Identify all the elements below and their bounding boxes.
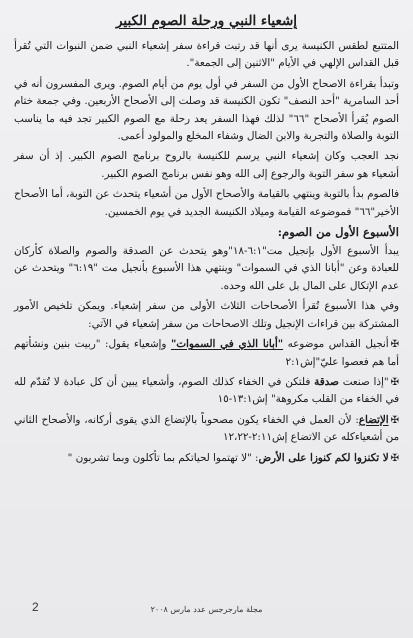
intro-paragraph-1: المتتبع لطقس الكنيسة يرى أنها قد رتبت قراءة سفر إشعياء النبي ضمن النبوات التي تُقرأ قبل القداس الإلهي في الأيام "الاثنين إلى الجمعة". bbox=[14, 40, 399, 70]
bullet-text-post: فلتكن في الخفاء كذلك الصوم، وأشعياء يبين أن كل عبادة لا تُقدّم لله في الخفاء من القلب مكروهة" إش١٣:١-١٥ bbox=[14, 375, 399, 406]
bullet-item-4 bbox=[14, 450, 399, 467]
bullet-emphasis: صدقة bbox=[314, 375, 339, 388]
footer-magazine-title: مجلة مارجرجس عدد مارس ٢٠٠٨ bbox=[150, 605, 263, 614]
bullet-text-post: : "لا تهتموا لحياتكم بما تأكلون وبما تشربون " bbox=[67, 451, 259, 464]
page-title: إشعياء النبي ورحلة الصوم الكبير bbox=[115, 13, 298, 29]
bullet-text-pre: "إذا صنعت bbox=[338, 375, 389, 388]
bullet-text-post: وإشعياء يقول: "ربيت بنين ونشأتهم أما هم فعصوا عليّ"إش٢:١ bbox=[14, 338, 399, 368]
cross-icon: ✠ bbox=[390, 452, 399, 464]
bullet-emphasis: لا تكنزوا لكم كنوزا على الأرض bbox=[258, 451, 389, 464]
bullet-item-3 bbox=[14, 412, 399, 447]
cross-icon: ✠ bbox=[390, 414, 399, 426]
cross-icon: ✠ bbox=[390, 376, 399, 388]
bullet-item-2 bbox=[14, 374, 399, 409]
bullet-text-pre: أنجيل القداس موضوعه bbox=[283, 338, 389, 351]
cross-icon: ✠ bbox=[390, 339, 400, 351]
section-paragraph-2: وفي هذا الأسبوع تُقرأ الأصحاحات الثلاث الأولى من سفر إشعياء. ويمكن تلخيص الأمور المشتركة بين قراءات الإنجيل وتلك الاصحاحات من سفر إشعياء في الآتي: bbox=[14, 300, 399, 330]
bullet-item-1 bbox=[14, 336, 399, 371]
bullet-emphasis: "أبانا الذي في السموات" bbox=[170, 338, 284, 351]
intro-paragraph-3: نجد العجب وكان إشعياء النبي يرسم للكنيسة بالروح برنامج الصوم الكبير. إذ أن سفر أشعياء هو سفر التوبة والرجوع إلى الله وهو نفس برنامج الصوم الكبير. bbox=[14, 150, 399, 180]
section-paragraph-1: يبدأ الأسبوع الأول بإنجيل مت"٦:١-١٨"وهو يتحدث عن الصدقة والصوم والصلاة كأركان للعبادة وعن "أبانا الذي في السموات" وينتهي هذا الأسبوع بأنجيل مت "٦:١٩" ويتحدث عن عدم الإتكال على المال بل على الله وحده. bbox=[14, 245, 400, 292]
bullet-emphasis: الإتضاع bbox=[358, 413, 389, 426]
section-heading: الأسبوع الأول من الصوم: bbox=[277, 225, 399, 240]
page-footer bbox=[0, 602, 413, 616]
page-number: 2 bbox=[32, 600, 39, 614]
intro-paragraph-2: وتبدأ بقراءة الاصحاح الأول من السفر في أول يوم من أيام الصوم. ويرى المفسرون أنه في أحد السامرية "أحد النصف" تكون الكنيسة قد وصلت إلى الأصحاح الأربعين. وفي جمعة ختام الصوم يُقرأ الأصحاح "٦٦" لذلك فهذا السفر يعد رحلة مع الصوم الكبير تجد فيه ما يناسب التوبة والصلاة والتجربة والابن الضال وشفاء المخلع والمولود أعمى. bbox=[14, 77, 399, 143]
intro-paragraph-4: فالصوم بدأ بالتوبة وينتهي بالقيامة والأصحاح الأول من أشعياء يتحدث عن التوبة، أما الأصحاح الأخير"٦٦" فموضوعه القيامة وميلاد الكنيسة الجديد في يوم الخمسين. bbox=[14, 188, 399, 218]
bullet-text-post: : لأن العمل في الخفاء يكون مصحوباً بالإتضاع الذي يقوى أركانه، والأصحاح الثاني من أشعياءكله عن الاتضاع إش٢:١١-١٢،٢٢ bbox=[14, 413, 399, 444]
